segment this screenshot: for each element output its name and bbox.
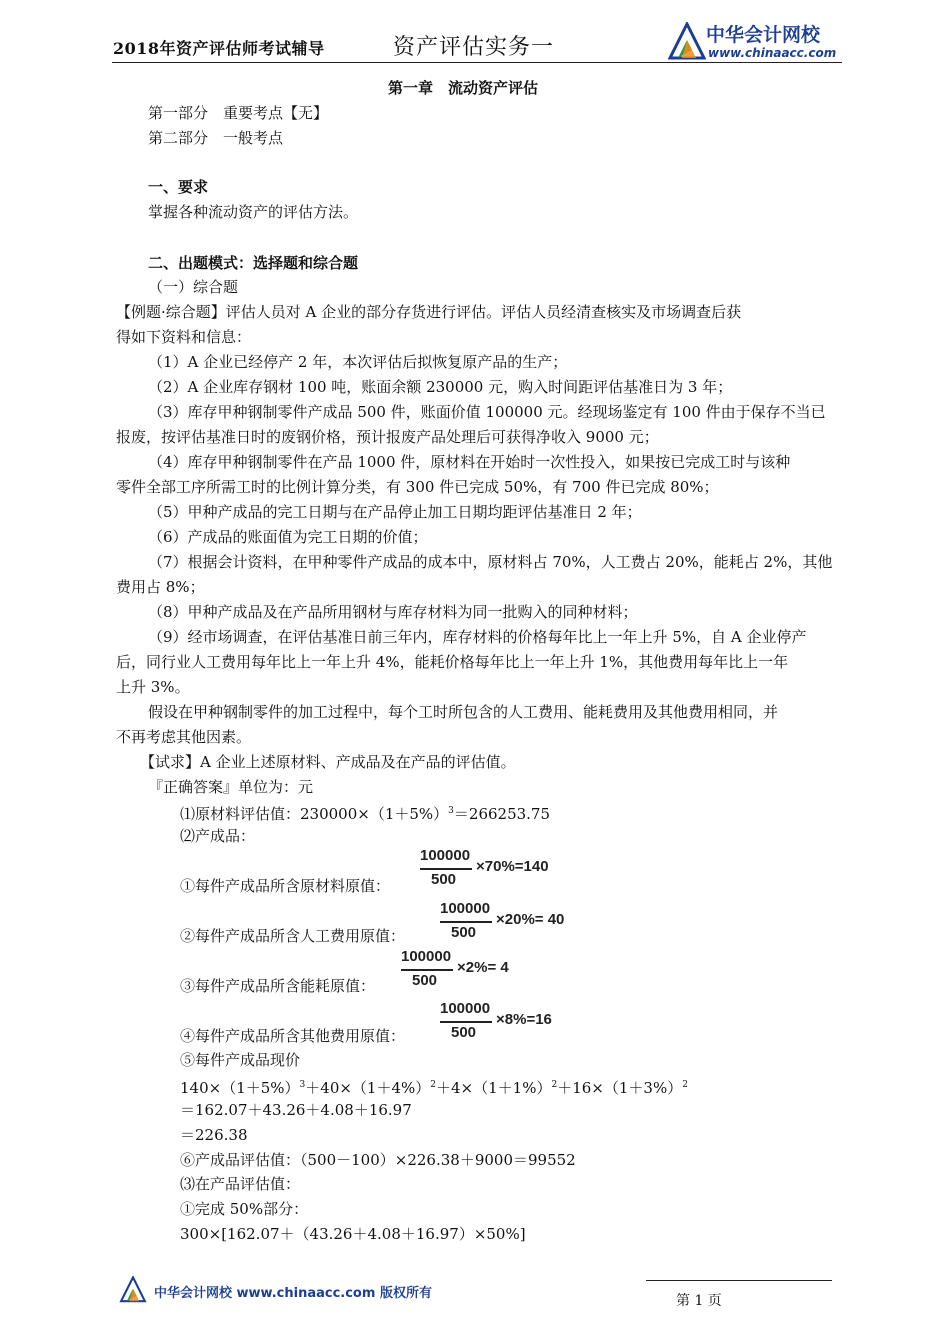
assumption-line1: 假设在甲种钢制零件的加工过程中，每个工时所包含的人工费用、能耗费用及其他费用相同，并 — [148, 703, 779, 721]
info-item: （4）库存甲种钢制零件在产品 1000 件，原材料在开始时一次性投入，如果按已完成工时与该种 — [148, 453, 791, 471]
info-item: （7）根据会计资料，在甲种零件产成品的成本中，原材料占 70%，人工费占 20%，能耗占 2%，其他 — [148, 553, 833, 571]
logo-triangle-icon — [668, 22, 706, 62]
info-item: （1）A 企业已经停产 2 年，本次评估后拟恢复原产品的生产； — [148, 353, 568, 371]
example-intro-line2: 得如下资料和信息： — [116, 328, 252, 346]
footer-logo-icon — [118, 1276, 148, 1304]
question-line: 【试求】A 企业上述原材料、产成品及在产品的评估值。 — [140, 753, 516, 771]
assumption-line2: 不再考虑其他因素。 — [116, 728, 252, 746]
unit-cost-label: ③每件产成品所含能耗原值： — [180, 977, 376, 995]
info-item-cont: 零件全部工序所需工时的比例计算分类，有 300 件已完成 50%，有 700 件已完成 80%； — [116, 478, 719, 496]
current-price-sum: ＝162.07＋43.26＋4.08＋16.97 — [180, 1101, 412, 1119]
info-item-cont: 上升 3%。 — [116, 678, 190, 696]
header-left-title: 2018年资产评估师考试辅导 — [113, 39, 325, 58]
wip-formula: 300×[162.07＋（43.26＋4.08＋16.97）×50%] — [180, 1225, 526, 1243]
info-item-cont: 后，同行业人工费用每年比上一年上升 4%，能耗价格每年比上一年上升 1%，其他费用每年比上一年 — [116, 653, 789, 671]
wip-heading: ⑶在产品评估值： — [180, 1175, 301, 1193]
chapter-title: 第一章 流动资产评估 — [388, 79, 539, 97]
footer-rule — [646, 1280, 832, 1281]
info-item: （6）产成品的账面值为完工日期的价值； — [148, 528, 428, 546]
unit-cost-label: ④每件产成品所含其他费用原值： — [180, 1027, 406, 1045]
info-item: （2）A 企业库存钢材 100 吨，账面余额 230000 元，购入时间距评估基准日为 3 年； — [148, 378, 733, 396]
info-item-cont: 报废，按评估基准日时的废钢价格，预计报废产品处理后可获得净收入 9000 元； — [116, 428, 659, 446]
info-item: （3）库存甲种钢制零件产成品 500 件，账面价值 100000 元。经现场鉴定有 100 件由于保存不当已 — [148, 403, 826, 421]
section-requirement-title: 一、要求 — [148, 178, 209, 196]
page-number: 第 1 页 — [676, 1293, 722, 1309]
section-requirement-text: 掌握各种流动资产的评估方法。 — [148, 203, 359, 221]
logo-text: 中华会计网校 — [706, 24, 821, 46]
example-intro-line1: 【例题·综合题】评估人员对 A 企业的部分存货进行评估。评估人员经清查核实及市场调查后获 — [116, 303, 742, 321]
answer-label: 『正确答案』单位为：元 — [148, 778, 314, 796]
footer-copyright: 中华会计网校 www.chinaacc.com 版权所有 — [154, 1286, 432, 1301]
subsection-comprehensive: （一）综合题 — [148, 278, 239, 296]
wip-part-50: ①完成 50%部分： — [180, 1200, 309, 1218]
info-item: （9）经市场调查，在评估基准日前三年内，库存材料的价格每年比上一年上升 5%，自 A 企业停产 — [148, 628, 807, 646]
logo-url: www.chinaacc.com — [708, 46, 837, 60]
finished-goods-heading: ⑵产成品： — [180, 827, 256, 845]
part-one-heading: 第一部分 重要考点【无】 — [148, 104, 329, 122]
current-price-heading: ⑤每件产成品现价 — [180, 1051, 301, 1069]
finished-goods-value: ⑥产成品评估值：（500－100）×226.38＋9000＝99552 — [180, 1151, 576, 1169]
header-center-title: 资产评估实务一 — [393, 35, 555, 60]
footer-logo — [118, 1276, 448, 1306]
part-two-heading: 第二部分 一般考点 — [148, 129, 284, 147]
unit-cost-label: ①每件产成品所含原材料原值： — [180, 877, 391, 895]
unit-cost-label: ②每件产成品所含人工费用原值： — [180, 927, 406, 945]
info-item: （5）甲种产成品的完工日期与在产品停止加工日期均距评估基准日 2 年； — [148, 503, 642, 521]
chinaacc-logo — [668, 18, 848, 64]
section-question-type-title: 二、出题模式：选择题和综合题 — [148, 254, 359, 272]
current-price-result: ＝226.38 — [180, 1126, 248, 1144]
header-rule — [112, 62, 842, 63]
info-item: （8）甲种产成品及在产品所用钢材与库存材料为同一批购入的同种材料； — [148, 603, 638, 621]
current-price-formula: $140\times(1+5\%)^3+40\times(1+4\%)^2+4\times(1+1\%)^2+16\times(1+3\%)^2$ — [180, 1079, 688, 1097]
info-item-cont: 费用占 8%； — [116, 578, 205, 596]
raw-material-value: ⑴原材料评估值：$230000\times(1+5\%)^3=266253.75$ — [180, 805, 551, 823]
